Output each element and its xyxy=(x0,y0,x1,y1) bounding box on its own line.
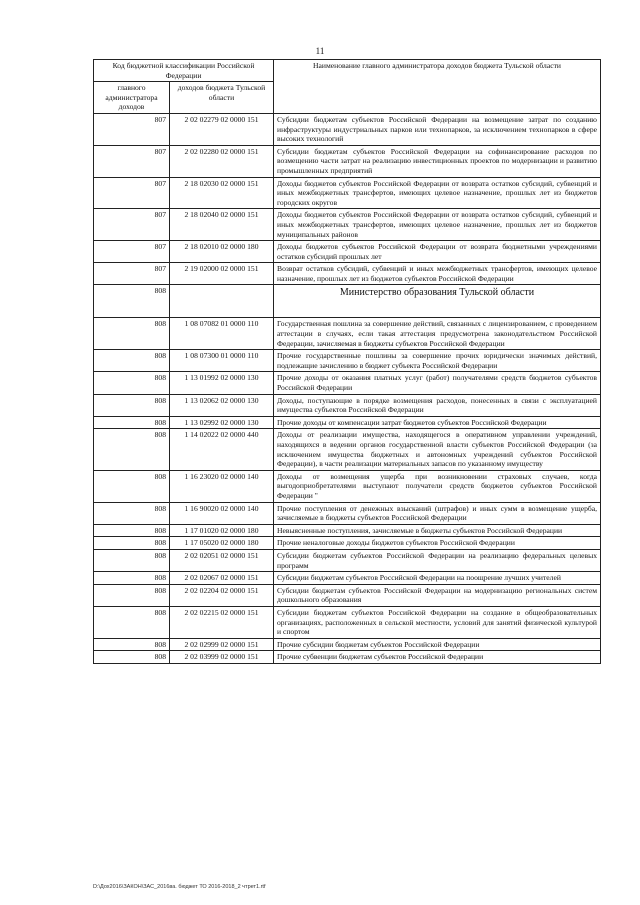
income-code-cell: 2 18 02030 02 0000 151 xyxy=(170,177,274,209)
income-name-cell: Субсидии бюджетам субъектов Российской Федерации на создание в общеобразовательных организациях, расположенных в сельской местности, условий для занятий физической культурой и спортом xyxy=(274,606,601,638)
income-code-cell xyxy=(170,285,274,318)
admin-code-cell: 808 xyxy=(94,372,170,394)
table-row xyxy=(94,350,601,372)
admin-code-cell: 808 xyxy=(94,606,170,638)
income-name-cell: Прочие доходы от оказания платных услуг (работ) получателями средств бюджетов субъектов Российской Федерации xyxy=(274,372,601,394)
table-row xyxy=(94,145,601,177)
table-row xyxy=(94,651,601,664)
income-code-cell: 1 16 23020 02 0000 140 xyxy=(170,470,274,502)
table-row xyxy=(94,606,601,638)
admin-code-cell: 808 xyxy=(94,638,170,651)
admin-code-cell: 808 xyxy=(94,502,170,524)
ministry-row xyxy=(94,285,601,318)
admin-code-cell: 808 xyxy=(94,524,170,537)
income-code-cell: 1 16 90020 02 0000 140 xyxy=(170,502,274,524)
table-row xyxy=(94,372,601,394)
income-name-cell: Прочие субвенции бюджетам субъектов Российской Федерации xyxy=(274,651,601,664)
table-row xyxy=(94,318,601,350)
page-number: 11 xyxy=(315,46,325,56)
income-code-cell: 2 02 03999 02 0000 151 xyxy=(170,651,274,664)
income-name-cell: Прочие неналоговые доходы бюджетов субъектов Российской Федерации xyxy=(274,537,601,550)
code-group-header: Код бюджетной классификации Российской Федерации xyxy=(94,60,274,82)
income-name-cell: Субсидии бюджетам субъектов Российской Федерации на возмещение затрат по созданию инфраструктуры индустриальных парков или технопарков, за исключением технопарков в сфере высоких технологий xyxy=(274,113,601,145)
table-row xyxy=(94,241,601,263)
income-code-cell: 2 02 02279 02 0000 151 xyxy=(170,113,274,145)
income-code-cell: 2 02 02215 02 0000 151 xyxy=(170,606,274,638)
income-code-cell: 2 02 02067 02 0000 151 xyxy=(170,572,274,585)
income-column-header: доходов бюджета Тульской области xyxy=(170,82,274,114)
table-row xyxy=(94,638,601,651)
admin-code-cell: 808 xyxy=(94,651,170,664)
income-name-cell: Субсидии бюджетам субъектов Российской Федерации на поощрение лучших учителей xyxy=(274,572,601,585)
income-name-cell: Доходы бюджетов субъектов Российской Федерации от возврата остатков субсидий, субвенций и иных межбюджетных трансфертов, имеющих целевое назначение, прошлых лет из бюджетов муниципальных районов xyxy=(274,209,601,241)
admin-code-cell: 807 xyxy=(94,177,170,209)
table-row xyxy=(94,502,601,524)
admin-code-cell: 808 xyxy=(94,549,170,571)
income-name-cell: Субсидии бюджетам субъектов Российской Федерации на софинансирование расходов по возмещению части затрат на реализацию инвестиционных проектов по модернизации и развитию промышленных предприятий xyxy=(274,145,601,177)
table-row xyxy=(94,263,601,285)
income-name-cell: Доходы от возмещения ущерба при возникновении страховых случаев, когда выгодоприобретателями выступают получатели средств бюджетов субъектов Российской Федерации " xyxy=(274,470,601,502)
admin-column-header: главного администратора доходов xyxy=(94,82,170,114)
name-column-header: Наименование главного администратора доходов бюджета Тульской области xyxy=(274,60,601,114)
income-code-cell: 2 18 02010 02 0000 180 xyxy=(170,241,274,263)
admin-code-cell: 808 xyxy=(94,318,170,350)
ministry-name-cell: Министерство образования Тульской области xyxy=(274,285,601,318)
admin-code-cell: 808 xyxy=(94,572,170,585)
income-code-cell: 1 17 01020 02 0000 180 xyxy=(170,524,274,537)
admin-code-cell: 808 xyxy=(94,584,170,606)
table-row xyxy=(94,572,601,585)
admin-code-cell: 808 xyxy=(94,537,170,550)
income-code-cell: 1 08 07082 01 0000 110 xyxy=(170,318,274,350)
income-code-cell: 2 02 02051 02 0000 151 xyxy=(170,549,274,571)
admin-code-cell: 808 xyxy=(94,470,170,502)
admin-code-cell: 807 xyxy=(94,263,170,285)
income-name-cell: Доходы бюджетов субъектов Российской Федерации от возврата остатков субсидий, субвенций и иных межбюджетных трансфертов, имеющих целевое назначение, прошлых лет из бюджетов городских округов xyxy=(274,177,601,209)
income-name-cell: Прочие поступления от денежных взысканий (штрафов) и иных сумм в возмещение ущерба, зачисляемые в бюджеты субъектов Российской Федерации xyxy=(274,502,601,524)
admin-code-cell: 808 xyxy=(94,429,170,470)
income-code-cell: 2 19 02000 02 0000 151 xyxy=(170,263,274,285)
income-name-cell: Прочие доходы от компенсации затрат бюджетов субъектов Российской Федерации xyxy=(274,416,601,429)
table-row xyxy=(94,537,601,550)
income-code-cell: 1 13 01992 02 0000 130 xyxy=(170,372,274,394)
admin-code-cell: 807 xyxy=(94,241,170,263)
income-name-cell: Прочие субсидии бюджетам субъектов Российской Федерации xyxy=(274,638,601,651)
income-code-cell: 2 02 02204 02 0000 151 xyxy=(170,584,274,606)
income-name-cell: Возврат остатков субсидий, субвенций и иных межбюджетных трансфертов, имеющих целевое назначение, прошлых лет из бюджетов субъектов Российской Федерации xyxy=(274,263,601,285)
table-row xyxy=(94,113,601,145)
table-row xyxy=(94,416,601,429)
table-row xyxy=(94,394,601,416)
file-path-footer: D:\Дох2016\ЗАКОН\ЗАС_2016ва. бюджет ТО 2016-2018_2 чтрет1.rtf xyxy=(93,884,266,890)
income-code-cell: 1 08 07300 01 0000 110 xyxy=(170,350,274,372)
income-code-cell: 1 13 02062 02 0000 130 xyxy=(170,394,274,416)
income-name-cell: Субсидии бюджетам субъектов Российской Федерации на модернизацию региональных систем дошкольного образования xyxy=(274,584,601,606)
table-row xyxy=(94,470,601,502)
income-name-cell: Доходы бюджетов субъектов Российской Федерации от возврата бюджетными учреждениями остатков субсидий прошлых лет xyxy=(274,241,601,263)
income-code-cell: 1 14 02022 02 0000 440 xyxy=(170,429,274,470)
income-code-cell: 2 02 02280 02 0000 151 xyxy=(170,145,274,177)
table-row xyxy=(94,584,601,606)
admin-code-cell: 808 xyxy=(94,285,170,318)
income-name-cell: Прочие государственные пошлины за совершение прочих юридически значимых действий, подлежащие зачислению в бюджет субъекта Российской Федерации xyxy=(274,350,601,372)
admin-code-cell: 807 xyxy=(94,145,170,177)
table-row xyxy=(94,177,601,209)
table-row xyxy=(94,549,601,571)
income-code-cell: 2 02 02999 02 0000 151 xyxy=(170,638,274,651)
table-row xyxy=(94,524,601,537)
income-code-cell: 1 17 05020 02 0000 180 xyxy=(170,537,274,550)
admin-code-cell: 808 xyxy=(94,416,170,429)
income-code-cell: 2 18 02040 02 0000 151 xyxy=(170,209,274,241)
income-name-cell: Субсидии бюджетам субъектов Российской Федерации на реализацию федеральных целевых программ xyxy=(274,549,601,571)
admin-code-cell: 808 xyxy=(94,350,170,372)
admin-code-cell: 808 xyxy=(94,394,170,416)
budget-classification-table xyxy=(93,59,601,664)
table-body xyxy=(94,113,601,663)
table-row xyxy=(94,209,601,241)
admin-code-cell: 807 xyxy=(94,209,170,241)
income-code-cell: 1 13 02992 02 0000 130 xyxy=(170,416,274,429)
income-name-cell: Невыясненные поступления, зачисляемые в бюджеты субъектов Российской Федерации xyxy=(274,524,601,537)
income-name-cell: Доходы от реализации имущества, находящегося в оперативном управлении учреждений, находящихся в ведении органов государственной власти субъектов Российской Федерации (за исключением имущества бюджетных и автономных учреждений субъектов Российской Федерации), в части реализации материальных запасов по указанному имуществу xyxy=(274,429,601,470)
income-name-cell: Государственная пошлина за совершение действий, связанных с лицензированием, с проведением аттестации в случаях, если такая аттестация предусмотрена законодательством Российской Федерации, зачисляемая в бюджеты субъектов Российской Федерации xyxy=(274,318,601,350)
income-name-cell: Доходы, поступающие в порядке возмещения расходов, понесенных в связи с эксплуатацией имущества субъектов Российской Федерации xyxy=(274,394,601,416)
table-row xyxy=(94,429,601,470)
admin-code-cell: 807 xyxy=(94,113,170,145)
